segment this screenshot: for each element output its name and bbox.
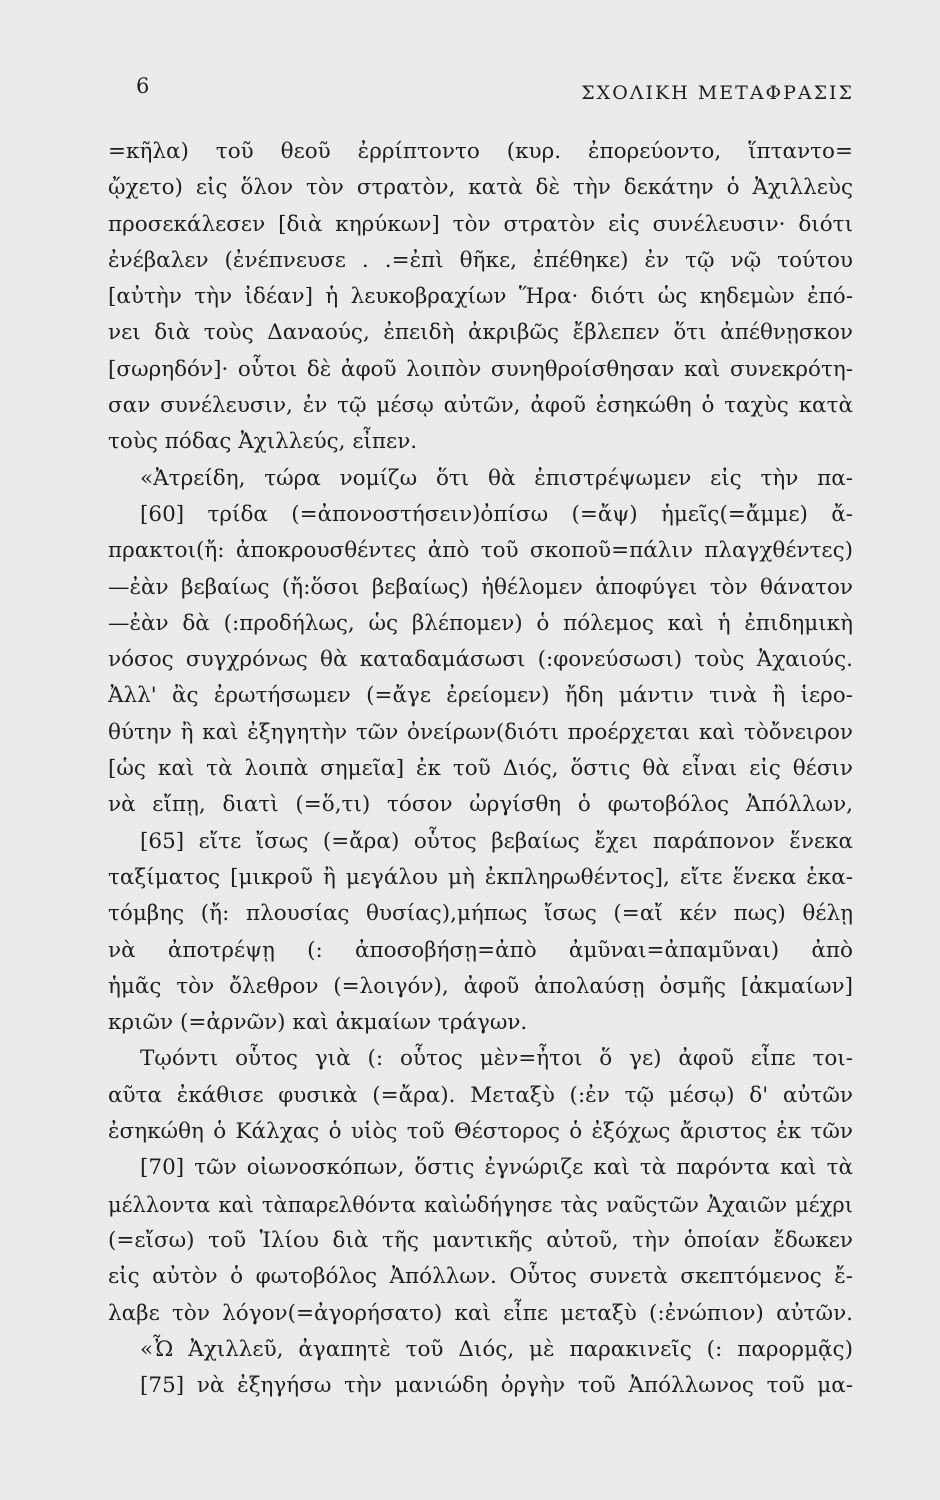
text-line: =κῆλα) τοῦ θεοῦ ἐρρίπτοντο (κυρ. ἐπορεύοντο, ἵπταντο=: [108, 139, 853, 164]
text-line: τοὺς πόδας Ἀχιλλεύς, εἶπεν.: [108, 429, 418, 455]
text-line: νει διὰ τοὺς Δαναούς, ἐπειδὴ ἀκριβῶς ἔβλεπεν ὅτι ἀπέθνῃσκον: [108, 320, 853, 346]
text-line: μέλλοντα καὶ τὰπαρελθόντα καὶὡδήγησε τὰς ναῦςτῶν Ἀχαιῶν μέχρι: [108, 1192, 853, 1217]
page-header: [0, 74, 940, 114]
text-line: λαβε τὸν λόγον(=ἀγορήσατο) καὶ εἶπε μεταξὺ (:ἐνώπιον) αὐτῶν.: [108, 1300, 853, 1326]
text-line: Ἀλλ' ἂς ἐρωτήσωμεν (=ἄγε ἐρείομεν) ἤδη μάντιν τινὰ ἢ ἱερο-: [108, 683, 853, 709]
text-line: νὰ ἀποτρέψῃ (: ἀποσοβήσῃ=ἀπὸ ἀμῦναι=ἀπαμῦναι) ἀπὸ: [108, 937, 853, 963]
text-line: Τῳόντι οὗτος γιὰ (: οὗτος μὲν=ἦτοι ὅ γε) ἀφοῦ εἶπε τοι-: [140, 1046, 853, 1072]
text-line: πρακτοι(ἤ: ἀποκρουσθέντες ἀπὸ τοῦ σκοποῦ=πάλιν πλαγχθέντες): [108, 538, 853, 564]
text-line: ἐσηκώθη ὁ Κάλχας ὁ υἱὸς τοῦ Θέστορος ὁ ἐξόχως ἄριστος ἐκ τῶν: [108, 1119, 853, 1145]
text-line: [σωρηδόν]· οὗτοι δὲ ἀφοῦ λοιπὸν συνηθροίσθησαν καὶ συνεκρότη-: [108, 356, 853, 382]
text-line: ᾤχετο) εἰς ὅλον τὸν στρατὸν, κατὰ δὲ τὴν δεκάτην ὁ Ἀχιλλεὺς: [108, 175, 853, 201]
text-line: [75] νὰ ἐξηγήσω τὴν μανιώδη ὀργὴν τοῦ Ἀπόλλωνος τοῦ μα-: [140, 1373, 853, 1399]
text-line: τόμβης (ἤ: πλουσίας θυσίας),μήπως ἴσως (=αἴ κέν πως) θέλῃ: [108, 901, 853, 927]
text-line: «Ἀτρείδη, τώρα νομίζω ὅτι θὰ ἐπιστρέψωμεν εἰς τὴν πα-: [140, 465, 853, 491]
text-line: (=εἴσω) τοῦ Ἰλίου διὰ τῆς μαντικῆς αὐτοῦ, τὴν ὁποίαν ἔδωκεν: [108, 1227, 853, 1253]
text-line: νόσος συγχρόνως θὰ καταδαμάσωσι (:φονεύσωσι) τοὺς Ἀχαιούς.: [108, 647, 853, 673]
text-line: αῦτα ἐκάθισε φυσικὰ (=ἄρα). Μεταξὺ (:ἐν τῷ μέσῳ) δ' αὐτῶν: [108, 1082, 853, 1108]
text-line: «Ὦ Ἀχιλλεῦ, ἀγαπητὲ τοῦ Διός, μὲ παρακινεῖς (: παρορμᾷς): [140, 1336, 853, 1362]
body-text: [108, 134, 853, 1404]
text-line: [ὡς καὶ τὰ λοιπὰ σημεῖα] ἐκ τοῦ Διός, ὅστις θὰ εἶναι εἰς θέσιν: [108, 756, 853, 782]
text-line: —ἐὰν βεβαίως (ἤ:ὅσοι βεβαίως) ἠθέλομεν ἀποφύγει τὸν θάνατον: [108, 574, 853, 600]
text-line: [60] τρίδα (=ἀπονοστήσειν)ὀπίσω (=ἄψ) ἡμεῖς(=ἄμμε) ἄ-: [140, 501, 853, 527]
page-number: 6: [136, 74, 150, 98]
text-line: κριῶν (=ἀρνῶν) καὶ ἀκμαίων τράγων.: [108, 1010, 528, 1036]
text-line: [αὐτὴν τὴν ἰδέαν] ἡ λευκοβραχίων Ἥρα· διότι ὡς κηδεμὼν ἐπό-: [108, 284, 853, 310]
running-title: ΣΧΟΛΙΚΗ ΜΕΤΑΦΡΑΣΙΣ: [581, 82, 854, 104]
text-line: νὰ εἴπῃ, διατὶ (=ὅ,τι) τόσον ὠργίσθη ὁ φωτοβόλος Ἀπόλλων,: [108, 792, 853, 818]
text-line: σαν συνέλευσιν, ἐν τῷ μέσῳ αὐτῶν, ἀφοῦ ἐσηκώθη ὁ ταχὺς κατὰ: [108, 393, 853, 419]
text-line: θύτην ἢ καὶ ἐξηγητὴν τῶν ὀνείρων(διότι προέρχεται καὶ τὸὄνειρον: [108, 719, 853, 745]
text-line: [70] τῶν οἰωνοσκόπων, ὅστις ἐγνώριζε καὶ τὰ παρόντα καὶ τὰ: [140, 1155, 853, 1181]
text-line: ἐνέβαλεν (ἐνέπνευσε . .=ἐπὶ θῆκε, ἐπέθηκε) ἐν τῷ νῷ τούτου: [108, 247, 853, 273]
text-line: εἰς αὐτὸν ὁ φωτοβόλος Ἀπόλλων. Οὗτος συνετὰ σκεπτόμενος ἔ-: [108, 1264, 853, 1290]
text-line: ἡμᾶς τὸν ὄλεθρον (=λοιγόν), ἀφοῦ ἀπολαύσῃ ὀσμῆς [ἀκμαίων]: [108, 973, 853, 999]
text-line: [65] εἴτε ἴσως (=ἄρα) οὗτος βεβαίως ἔχει παράπονον ἕνεκα: [140, 828, 853, 854]
text-line: ταξίματος [μικροῦ ἢ μεγάλου μὴ ἐκπληρωθέντος], εἴτε ἕνεκα ἑκα-: [108, 864, 853, 890]
text-line: —ἐὰν δὰ (:προδήλως, ὡς βλέπομεν) ὁ πόλεμος καὶ ἡ ἐπιδημικὴ: [108, 610, 853, 636]
text-line: προσεκάλεσεν [διὰ κηρύκων] τὸν στρατὸν εἰς συνέλευσιν· διότι: [108, 211, 853, 237]
